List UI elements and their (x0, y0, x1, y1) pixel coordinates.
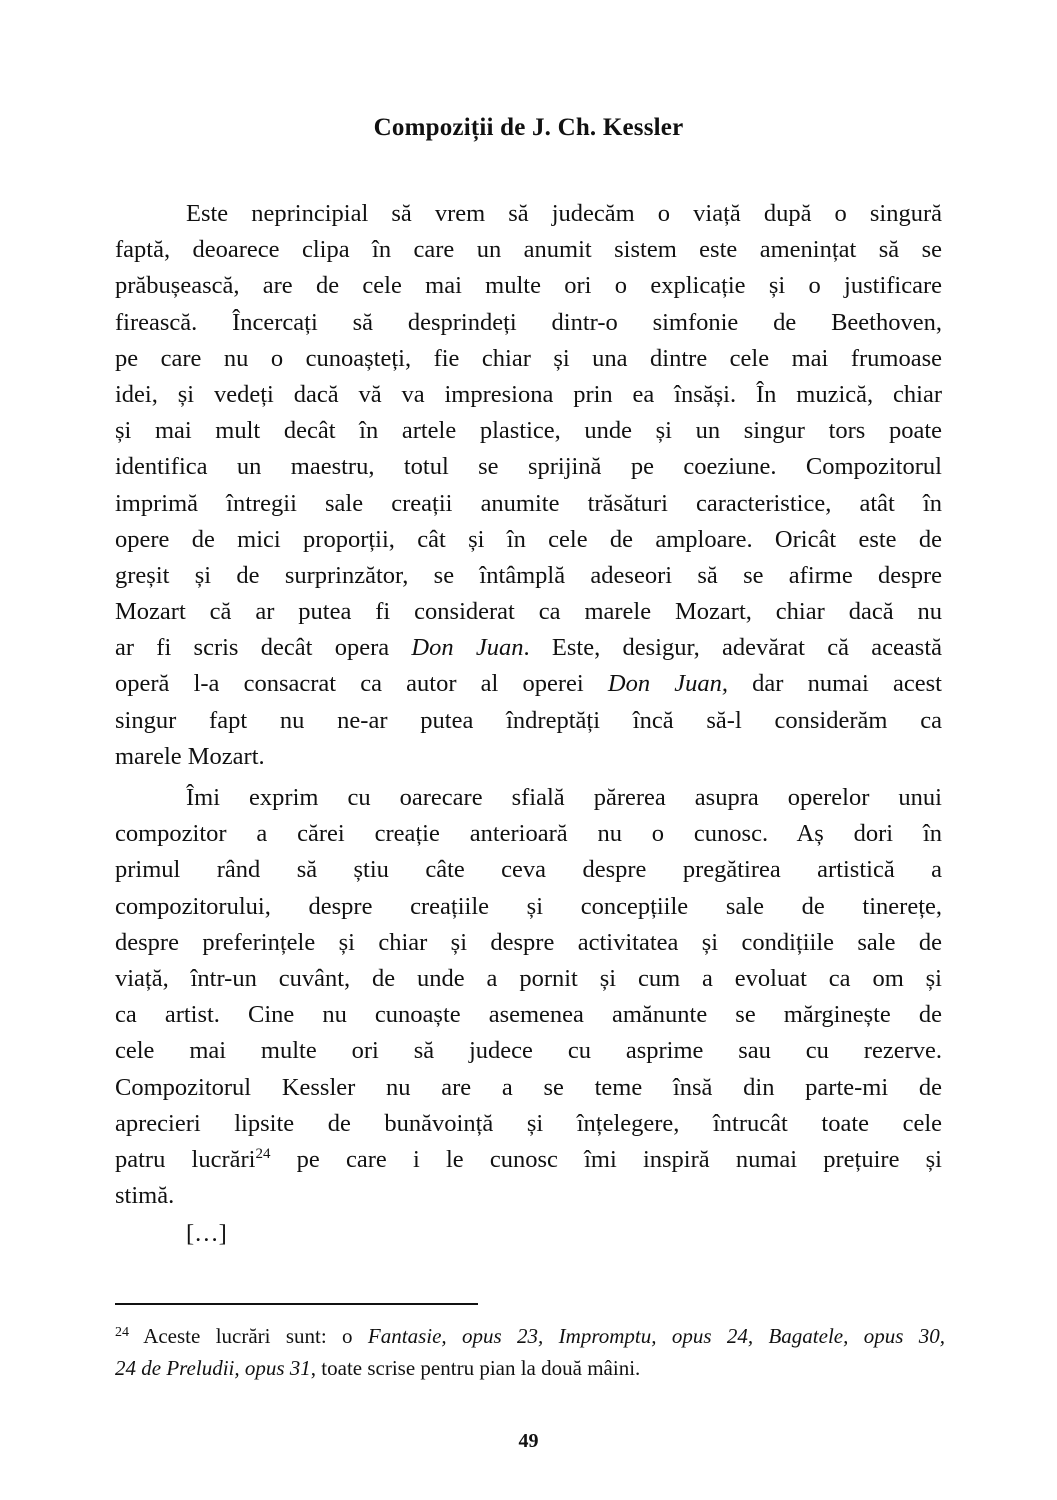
text-line: singur fapt nu ne-ar putea îndreptăți încă să-l considerăm ca (115, 706, 942, 734)
text-line: și mai mult decât în artele plastice, unde și un singur tors poate (115, 417, 942, 445)
text-line: cele mai multe ori să judece cu asprime sau cu rezerve. (115, 1037, 942, 1065)
works-list-italic: 24 de Preludii, opus 31 (115, 1356, 311, 1380)
text-line: primul rând să știu câte ceva despre pregătirea artistică a (115, 856, 942, 884)
text-line: compozitorului, despre creațiile și concepțiile sale de tinerețe, (115, 892, 942, 920)
text-line: aprecieri lipsite de bunăvoință și înțelegere, întrucât toate cele (115, 1109, 942, 1137)
text-line: imprimă întregii sale creații anumite trăsături caracteristice, atât în (115, 489, 942, 517)
footnote (115, 1320, 945, 1384)
footnote-line (115, 1320, 945, 1352)
text-line: prăbușească, are de cele mai multe ori o explicație și o justificare (115, 272, 942, 300)
text-segment: dar numai acest (728, 670, 942, 698)
text-line: stimă. (115, 1182, 175, 1210)
text-line: greșit și de surprinzător, se întâmplă adeseori să se afirme despre (115, 561, 942, 589)
footnote-line (115, 1352, 945, 1384)
text-line: idei, și vedeți dacă vă va impresiona prin ea însăși. În muzică, chiar (115, 380, 942, 408)
footnote-marker: 24 (115, 1325, 129, 1340)
paragraph-2 (115, 780, 942, 1214)
text-line: opere de mici proporții, cât și în cele de amploare. Oricât este de (115, 525, 942, 553)
text-line (115, 630, 942, 666)
text-line (115, 1142, 942, 1178)
text-line: firească. Încercați să desprindeți dintr-o simfonie de Beethoven, (115, 308, 942, 336)
body-text (115, 196, 942, 1214)
text-line: Este neprincipial să vrem să judecăm o viață după o singură (186, 200, 942, 227)
text-line: Îmi exprim cu oarecare sfială părerea asupra operelor unui (186, 784, 942, 811)
page-title: Compoziții de J. Ch. Kessler (373, 114, 684, 141)
text-line: faptă, deoarece clipa în care un anumit sistem este amenințat să se (115, 236, 942, 264)
omission-ellipsis: […] (186, 1220, 227, 1247)
text-line: identifica un maestru, totul se sprijină pe coeziune. Compozitorul (115, 453, 942, 481)
text-line: viață, într-un cuvânt, de unde a pornit și cum a evoluat ca om și (115, 964, 942, 992)
text-line: Compozitorul Kessler nu are a se teme însă din parte-mi de (115, 1073, 942, 1101)
footnote-divider (115, 1303, 478, 1305)
text-segment: ar fi scris decât opera (115, 634, 412, 662)
text-line (115, 666, 942, 702)
text-segment: Aceste lucrări sunt: o (129, 1324, 368, 1348)
text-segment: , toate scrise pentru pian la două mâini. (310, 1356, 641, 1380)
text-segment: operă l-a consacrat ca autor al operei (115, 670, 608, 698)
text-segment: pe care i le cunosc îmi inspiră numai prețuire și (270, 1145, 942, 1173)
text-line: pe care nu o cunoașteți, fie chiar și una dintre cele mai frumoase (115, 344, 942, 372)
paragraph-1 (115, 196, 942, 775)
work-title-italic: Don Juan (411, 634, 524, 662)
works-list-italic: Fantasie, opus 23, Impromptu, opus 24, Bagatele, opus 30, (367, 1324, 945, 1348)
text-line: compozitor a cărei creație anterioară nu o cunosc. Aș dori în (115, 820, 942, 848)
text-line: despre preferințele și chiar și despre activitatea și condițiile sale de (115, 928, 942, 956)
text-line: ca artist. Cine nu cunoaște asemenea amănunte se mărginește de (115, 1001, 942, 1029)
text-line: marele Mozart. (115, 742, 265, 770)
text-segment: . Este, desigur, adevărat că această (523, 634, 943, 662)
footnote-reference[interactable]: 24 (255, 1145, 271, 1162)
text-line: Mozart că ar putea fi considerat ca marele Mozart, chiar dacă nu (115, 598, 942, 626)
text-segment: patru lucrări (115, 1145, 256, 1173)
page-number: 49 (518, 1430, 539, 1452)
work-title-italic: Don Juan, (607, 670, 728, 698)
